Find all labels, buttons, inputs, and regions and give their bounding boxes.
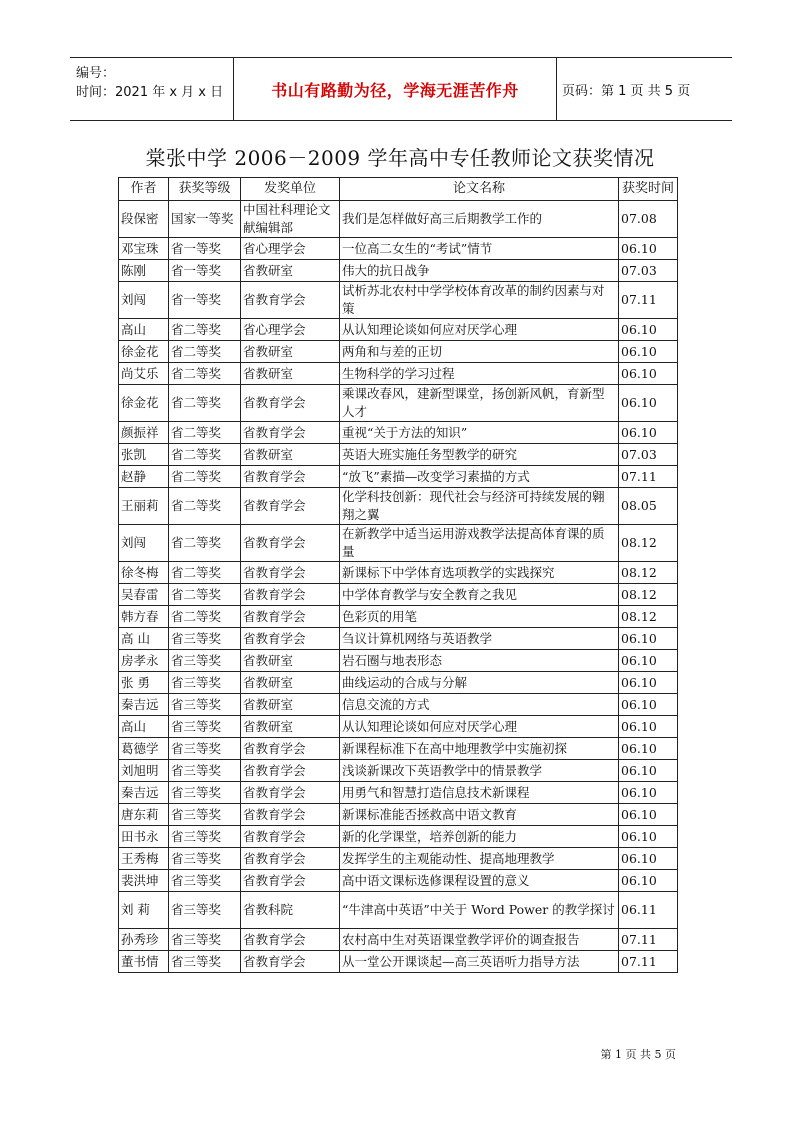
- unit-cell: 省教育学会: [241, 584, 340, 606]
- author-cell: 高山: [119, 319, 169, 341]
- time-cell: 06.10: [619, 650, 678, 672]
- level-cell: 省二等奖: [169, 584, 241, 606]
- unit-cell: 省教研室: [241, 260, 340, 282]
- unit-cell: 省教研室: [241, 444, 340, 466]
- time-label: 时间：2021 年 x 月 x 日: [76, 85, 224, 100]
- author-cell: 董书情: [119, 951, 169, 973]
- table-row: [119, 738, 678, 760]
- author-cell: 徐冬梅: [119, 562, 169, 584]
- awards-table: [118, 177, 678, 973]
- page-footer: 第 1 页 共 5 页: [600, 1048, 676, 1061]
- paper-cell: 色彩页的用笔: [340, 606, 619, 628]
- table-row: [119, 804, 678, 826]
- time-cell: 06.11: [619, 892, 678, 929]
- table-row: [119, 488, 678, 525]
- paper-cell: 高中语文课标选修课程设置的意义: [340, 870, 619, 892]
- table-row: [119, 341, 678, 363]
- time-cell: 06.10: [619, 422, 678, 444]
- author-cell: 张凯: [119, 444, 169, 466]
- level-cell: 省二等奖: [169, 488, 241, 525]
- unit-cell: 省教育学会: [241, 804, 340, 826]
- unit-cell: 省教育学会: [241, 466, 340, 488]
- motto-text: 书山有路勤为径，学海无涯苦作舟: [271, 80, 519, 100]
- time-cell: 06.10: [619, 848, 678, 870]
- table-row: [119, 422, 678, 444]
- author-cell: 房孝永: [119, 650, 169, 672]
- unit-cell: 省教育学会: [241, 951, 340, 973]
- author-cell: 徐金花: [119, 341, 169, 363]
- author-cell: 刘旭明: [119, 760, 169, 782]
- level-cell: 省三等奖: [169, 672, 241, 694]
- table-row: [119, 444, 678, 466]
- time-cell: 07.03: [619, 260, 678, 282]
- level-cell: 省三等奖: [169, 892, 241, 929]
- paper-cell: 我们是怎样做好高三后期教学工作的: [340, 201, 619, 238]
- page-header: [70, 57, 732, 121]
- time-cell: 08.05: [619, 488, 678, 525]
- table-row: [119, 466, 678, 488]
- time-cell: 06.10: [619, 363, 678, 385]
- unit-cell: 省教育学会: [241, 525, 340, 562]
- unit-cell: 省教研室: [241, 363, 340, 385]
- author-cell: 吴春雷: [119, 584, 169, 606]
- time-cell: 07.08: [619, 201, 678, 238]
- unit-cell: 省教育学会: [241, 826, 340, 848]
- table-row: [119, 870, 678, 892]
- paper-cell: 浅谈新课改下英语教学中的情景教学: [340, 760, 619, 782]
- paper-cell: 中学体育教学与安全教育之我见: [340, 584, 619, 606]
- unit-cell: 省教育学会: [241, 848, 340, 870]
- paper-cell: 新课程标准下在高中地理教学中实施初探: [340, 738, 619, 760]
- table-row: [119, 606, 678, 628]
- table-row: [119, 628, 678, 650]
- table-row: [119, 525, 678, 562]
- author-cell: 孙秀珍: [119, 929, 169, 951]
- level-cell: 省二等奖: [169, 444, 241, 466]
- author-cell: 王秀梅: [119, 848, 169, 870]
- paper-cell: 曲线运动的合成与分解: [340, 672, 619, 694]
- time-cell: 08.12: [619, 562, 678, 584]
- unit-cell: 省心理学会: [241, 319, 340, 341]
- paper-cell: 新课标准能否拯救高中语文教育: [340, 804, 619, 826]
- table-row: [119, 848, 678, 870]
- time-cell: 06.10: [619, 716, 678, 738]
- unit-cell: 省教育学会: [241, 628, 340, 650]
- time-cell: 06.10: [619, 694, 678, 716]
- level-cell: 省三等奖: [169, 650, 241, 672]
- time-cell: 06.10: [619, 238, 678, 260]
- paper-cell: 一位高二女生的“考试”情节: [340, 238, 619, 260]
- author-cell: 徐金花: [119, 385, 169, 422]
- table-row: [119, 238, 678, 260]
- unit-cell: 中国社科理论文献编辑部: [241, 201, 340, 238]
- unit-cell: 省教育学会: [241, 782, 340, 804]
- author-cell: 秦吉远: [119, 694, 169, 716]
- time-cell: 07.03: [619, 444, 678, 466]
- table-row: [119, 716, 678, 738]
- col-header-author: 作者: [119, 178, 169, 201]
- unit-cell: 省教研室: [241, 650, 340, 672]
- table-row: [119, 562, 678, 584]
- level-cell: 省二等奖: [169, 319, 241, 341]
- time-cell: 07.11: [619, 929, 678, 951]
- author-cell: 韩方春: [119, 606, 169, 628]
- time-cell: 06.10: [619, 385, 678, 422]
- table-row: [119, 282, 678, 319]
- table-row: [119, 694, 678, 716]
- time-cell: 06.10: [619, 870, 678, 892]
- table-row: [119, 782, 678, 804]
- level-cell: 省二等奖: [169, 385, 241, 422]
- time-cell: 06.10: [619, 782, 678, 804]
- author-cell: 邓宝珠: [119, 238, 169, 260]
- author-cell: 刘闯: [119, 525, 169, 562]
- table-row: [119, 892, 678, 929]
- table-row: [119, 385, 678, 422]
- paper-cell: 农村高中生对英语课堂教学评价的调查报告: [340, 929, 619, 951]
- unit-cell: 省教育学会: [241, 562, 340, 584]
- level-cell: 国家一等奖: [169, 201, 241, 238]
- level-cell: 省二等奖: [169, 363, 241, 385]
- level-cell: 省三等奖: [169, 929, 241, 951]
- author-cell: 高山: [119, 716, 169, 738]
- time-cell: 06.10: [619, 319, 678, 341]
- table-row: [119, 951, 678, 973]
- level-cell: 省三等奖: [169, 870, 241, 892]
- level-cell: 省一等奖: [169, 238, 241, 260]
- paper-cell: 信息交流的方式: [340, 694, 619, 716]
- unit-cell: 省教研室: [241, 694, 340, 716]
- time-cell: 07.11: [619, 951, 678, 973]
- unit-cell: 省教育学会: [241, 760, 340, 782]
- number-label: 编号：: [76, 66, 116, 81]
- time-cell: 06.10: [619, 672, 678, 694]
- level-cell: 省三等奖: [169, 760, 241, 782]
- author-cell: 刘 莉: [119, 892, 169, 929]
- unit-cell: 省教育学会: [241, 870, 340, 892]
- paper-cell: 化学科技创新：现代社会与经济可持续发展的翱翔之翼: [340, 488, 619, 525]
- time-cell: 06.10: [619, 738, 678, 760]
- paper-cell: 两角和与差的正切: [340, 341, 619, 363]
- level-cell: 省二等奖: [169, 562, 241, 584]
- time-cell: 06.10: [619, 760, 678, 782]
- author-cell: 王丽莉: [119, 488, 169, 525]
- level-cell: 省一等奖: [169, 260, 241, 282]
- time-cell: 07.11: [619, 282, 678, 319]
- level-cell: 省三等奖: [169, 628, 241, 650]
- author-cell: 张 勇: [119, 672, 169, 694]
- author-cell: 尚艾乐: [119, 363, 169, 385]
- unit-cell: 省教育学会: [241, 282, 340, 319]
- paper-cell: 用勇气和智慧打造信息技术新课程: [340, 782, 619, 804]
- unit-cell: 省教育学会: [241, 606, 340, 628]
- unit-cell: 省教育学会: [241, 385, 340, 422]
- paper-cell: 英语大班实施任务型教学的研究: [340, 444, 619, 466]
- level-cell: 省三等奖: [169, 738, 241, 760]
- table-header-row: [119, 178, 678, 201]
- table-row: [119, 672, 678, 694]
- time-cell: 08.12: [619, 606, 678, 628]
- author-cell: 田书永: [119, 826, 169, 848]
- table-row: [119, 584, 678, 606]
- table-body: [119, 201, 678, 973]
- time-cell: 08.12: [619, 584, 678, 606]
- time-cell: 06.10: [619, 826, 678, 848]
- paper-cell: 试析苏北农村中学学校体育改革的制约因素与对策: [340, 282, 619, 319]
- unit-cell: 省教育学会: [241, 738, 340, 760]
- document-title: 棠张中学 2006－2009 学年高中专任教师论文获奖情况: [145, 146, 655, 170]
- table-row: [119, 929, 678, 951]
- time-cell: 08.12: [619, 525, 678, 562]
- level-cell: 省三等奖: [169, 848, 241, 870]
- paper-cell: 岩石圈与地表形态: [340, 650, 619, 672]
- page-indicator: [562, 58, 690, 120]
- table-row: [119, 760, 678, 782]
- time-cell: 06.10: [619, 341, 678, 363]
- level-cell: 省三等奖: [169, 782, 241, 804]
- paper-cell: 伟大的抗日战争: [340, 260, 619, 282]
- unit-cell: 省教研室: [241, 672, 340, 694]
- table-row: [119, 826, 678, 848]
- level-cell: 省二等奖: [169, 466, 241, 488]
- time-cell: 06.10: [619, 804, 678, 826]
- level-cell: 省三等奖: [169, 716, 241, 738]
- paper-cell: 乘课改春风，建新型课堂，扬创新风帆，育新型人才: [340, 385, 619, 422]
- paper-cell: 新的化学课堂，培养创新的能力: [340, 826, 619, 848]
- table-row: [119, 260, 678, 282]
- unit-cell: 省教育学会: [241, 422, 340, 444]
- author-cell: 刘闯: [119, 282, 169, 319]
- unit-cell: 省心理学会: [241, 238, 340, 260]
- paper-cell: 发挥学生的主观能动性、提高地理教学: [340, 848, 619, 870]
- unit-cell: 省教育学会: [241, 488, 340, 525]
- col-header-unit: 发奖单位: [241, 178, 340, 201]
- col-header-level: 获奖等级: [169, 178, 241, 201]
- paper-cell: 刍议计算机网络与英语教学: [340, 628, 619, 650]
- table-row: [119, 201, 678, 238]
- level-cell: 省三等奖: [169, 804, 241, 826]
- time-cell: 06.10: [619, 628, 678, 650]
- level-cell: 省三等奖: [169, 826, 241, 848]
- table-row: [119, 650, 678, 672]
- level-cell: 省二等奖: [169, 422, 241, 444]
- author-cell: 段保密: [119, 201, 169, 238]
- paper-cell: 在新教学中适当运用游戏教学法提高体育课的质量: [340, 525, 619, 562]
- author-cell: 裴洪坤: [119, 870, 169, 892]
- paper-cell: 从认知理论谈如何应对厌学心理: [340, 716, 619, 738]
- level-cell: 省一等奖: [169, 282, 241, 319]
- unit-cell: 省教育学会: [241, 929, 340, 951]
- paper-cell: 新课标下中学体育选项教学的实践探究: [340, 562, 619, 584]
- paper-cell: 生物科学的学习过程: [340, 363, 619, 385]
- level-cell: 省三等奖: [169, 694, 241, 716]
- paper-cell: 从一堂公开课谈起—高三英语听力指导方法: [340, 951, 619, 973]
- col-header-time: 获奖时间: [619, 178, 678, 201]
- level-cell: 省二等奖: [169, 606, 241, 628]
- author-cell: 颜振祥: [119, 422, 169, 444]
- motto-cell: [233, 58, 557, 120]
- paper-cell: “牛津高中英语”中关于 Word Power 的教学探讨: [340, 892, 619, 929]
- unit-cell: 省教研室: [241, 716, 340, 738]
- author-cell: 赵静: [119, 466, 169, 488]
- author-cell: 陈刚: [119, 260, 169, 282]
- level-cell: 省二等奖: [169, 525, 241, 562]
- level-cell: 省三等奖: [169, 951, 241, 973]
- paper-cell: “放飞”素描—改变学习素描的方式: [340, 466, 619, 488]
- author-cell: 秦吉远: [119, 782, 169, 804]
- col-header-paper: 论文名称: [340, 178, 619, 201]
- level-cell: 省二等奖: [169, 341, 241, 363]
- page-label: 页码：第 1 页 共 5 页: [562, 83, 691, 99]
- unit-cell: 省教科院: [241, 892, 340, 929]
- paper-cell: 从认知理论谈如何应对厌学心理: [340, 319, 619, 341]
- author-cell: 高 山: [119, 628, 169, 650]
- unit-cell: 省教研室: [241, 341, 340, 363]
- table-row: [119, 319, 678, 341]
- paper-cell: 重视“关于方法的知识”: [340, 422, 619, 444]
- table-row: [119, 363, 678, 385]
- header-meta: [76, 64, 223, 102]
- author-cell: 葛德学: [119, 738, 169, 760]
- time-cell: 07.11: [619, 466, 678, 488]
- author-cell: 唐东莉: [119, 804, 169, 826]
